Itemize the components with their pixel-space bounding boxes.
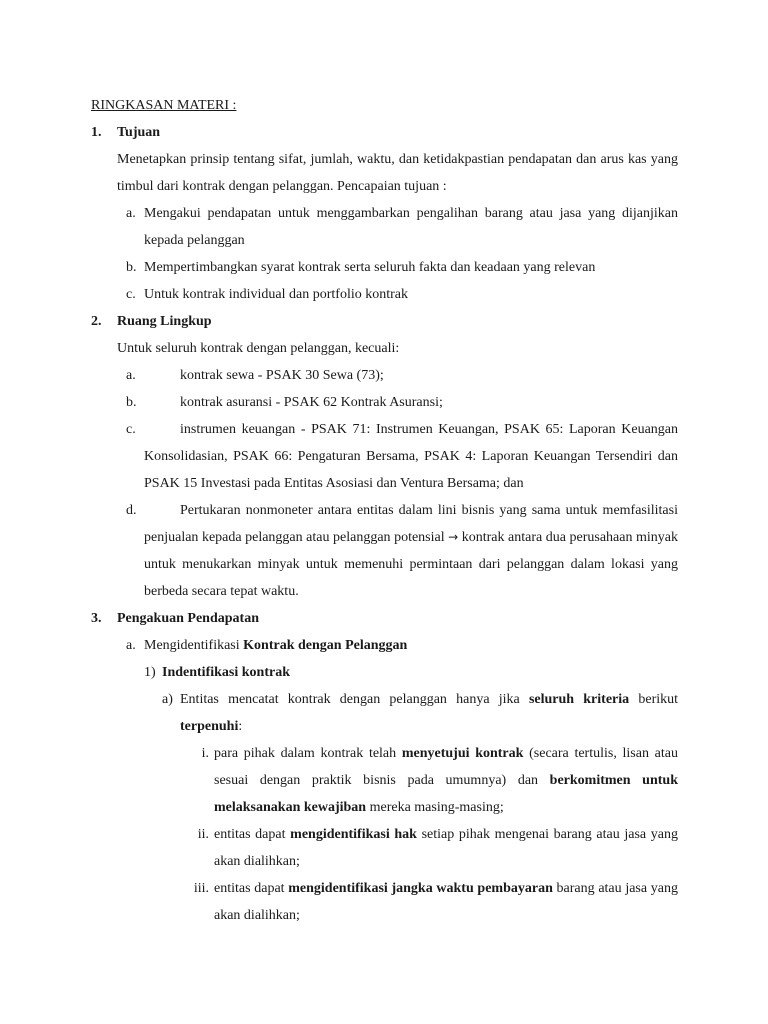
section-number: 1.: [91, 125, 102, 140]
text-run: setiap pihak mengenai barang atau jasa yang akan dialihkan;: [214, 827, 678, 869]
text-run: entitas dapat: [214, 881, 289, 896]
section-2-intro: Untuk seluruh kontrak dengan pelanggan, kecuali:: [117, 341, 400, 356]
document-body: [91, 92, 678, 929]
list-marker: d.: [126, 503, 137, 518]
bold-run: berkomitmen untuk melaksanakan kewajiban: [214, 773, 678, 815]
list-marker: i.: [201, 746, 209, 761]
subsection-a: [91, 632, 678, 659]
document-title: [91, 92, 678, 119]
list-item-text: Untuk kontrak individual dan portfolio kontrak: [144, 287, 409, 302]
section-number: 2.: [91, 314, 102, 329]
subsection-bold-text: Indentifikasi kontrak: [162, 665, 290, 680]
list-item: [91, 497, 678, 605]
text-run: Entitas mencatat kontrak dengan pelanggan hanya jika: [180, 692, 529, 707]
list-marker: a.: [126, 368, 136, 383]
list-marker: 1): [144, 665, 156, 680]
list-marker: b.: [126, 395, 137, 410]
roman-item: [91, 875, 678, 929]
list-item-text: instrumen keuangan - PSAK 71: Instrumen Keuangan, PSAK 65: Laporan Keuangan Konsolidasian, PSAK 66: Pengaturan Bersama, PSAK 4: Laporan Keuangan Tersendiri dan PSAK 15 Investasi pada Entitas Asosiasi dan Ventura Bersama; dan: [144, 422, 678, 491]
list-item: [91, 200, 678, 254]
list-marker: a.: [126, 638, 136, 653]
list-item-text-part-2: kontrak antara dua perusahaan minyak untuk menukarkan minyak untuk memenuhi permintaan dari pelanggan dalam lokasi yang berbeda secara tepat waktu.: [144, 530, 678, 599]
list-item: [91, 416, 678, 497]
title-text: RINGKASAN MATERI :: [91, 98, 237, 113]
bold-run: mengidentifikasi jangka waktu pembayaran: [288, 881, 553, 896]
bold-run: menyetujui kontrak: [401, 746, 524, 761]
subsection-bold-text: Kontrak dengan Pelanggan: [243, 638, 408, 653]
right-arrow-icon: →: [448, 530, 459, 544]
list-marker: ii.: [197, 827, 209, 842]
bold-run: terpenuhi: [180, 719, 239, 734]
list-item: [91, 362, 678, 389]
list-item-text: kontrak asuransi - PSAK 62 Kontrak Asuransi;: [180, 395, 443, 410]
section-1-heading: [91, 119, 678, 146]
list-item-text: Mengakui pendapatan untuk menggambarkan pengalihan barang atau jasa yang dijanjikan kepada pelanggan: [144, 206, 678, 248]
list-marker: c.: [126, 287, 136, 302]
subsection-a-paren: [91, 686, 678, 740]
list-item: [91, 254, 678, 281]
text-run: (secara tertulis, lisan atau sesuai dengan praktik bisnis pada umumnya) dan: [214, 746, 678, 788]
text-run: mereka masing-masing;: [366, 800, 504, 815]
section-heading-text: Tujuan: [117, 125, 161, 140]
text-run: entitas dapat: [214, 827, 291, 842]
roman-item-text: [214, 881, 678, 923]
section-3-heading: [91, 605, 678, 632]
bold-run: seluruh kriteria: [528, 692, 630, 707]
bold-run: mengidentifikasi hak: [290, 827, 417, 842]
section-heading-text: Ruang Lingkup: [117, 314, 212, 329]
roman-item: [91, 740, 678, 821]
list-item-text: kontrak sewa - PSAK 30 Sewa (73);: [180, 368, 384, 383]
list-item: [91, 281, 678, 308]
list-item: [91, 389, 678, 416]
section-1-intro: Menetapkan prinsip tentang sifat, jumlah, waktu, dan ketidakpastian pendapatan dan arus kas yang timbul dari kontrak dengan pelanggan. Pencapaian tujuan :: [117, 152, 678, 194]
list-item-text-part-1: Pertukaran nonmoneter antara entitas dalam lini bisnis yang sama untuk memfasilitasi penjualan kepada pelanggan atau pelanggan potensial: [144, 503, 678, 545]
section-heading-text: Pengakuan Pendapatan: [117, 611, 259, 626]
roman-item-text: [214, 746, 678, 815]
criteria-text: [180, 692, 678, 734]
list-item-text: [144, 497, 678, 605]
list-item-text: Mempertimbangkan syarat kontrak serta seluruh fakta dan keadaan yang relevan: [144, 260, 596, 275]
list-marker: b.: [126, 260, 137, 275]
list-marker: a): [162, 692, 173, 707]
list-marker: a.: [126, 206, 136, 221]
section-number: 3.: [91, 611, 102, 626]
subsection-text: Mengidentifikasi: [144, 638, 244, 653]
text-run: barang atau jasa yang akan dialihkan;: [214, 881, 678, 923]
roman-item-text: [214, 827, 678, 869]
subsection-1: [91, 659, 678, 686]
list-marker: c.: [126, 422, 136, 437]
roman-item: [91, 821, 678, 875]
section-2-heading: [91, 308, 678, 335]
text-run: para pihak dalam kontrak telah: [214, 746, 402, 761]
text-run: berikut: [629, 692, 679, 707]
text-run: :: [238, 719, 243, 734]
list-marker: iii.: [193, 881, 209, 896]
